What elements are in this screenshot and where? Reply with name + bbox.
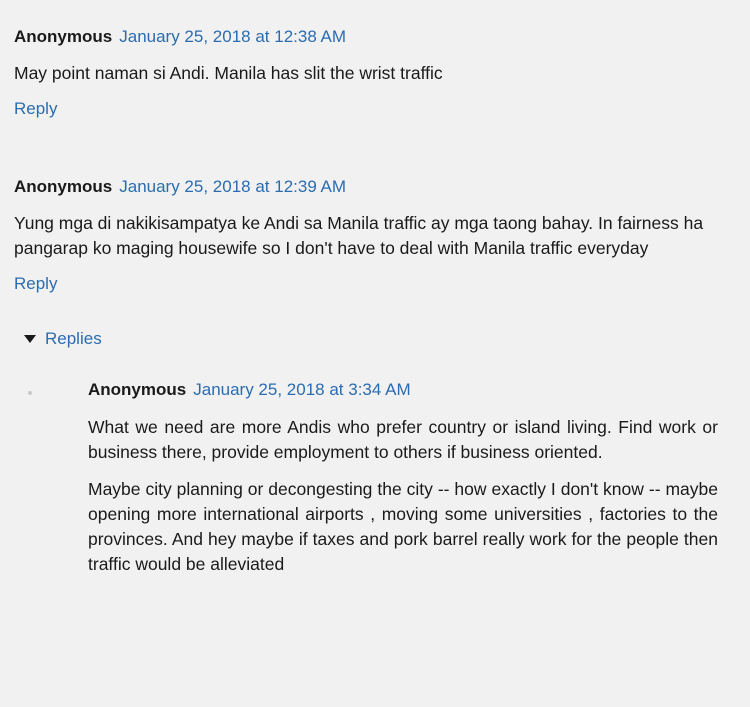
comment-item (14, 176, 736, 295)
reply-header (88, 379, 736, 401)
comment-author: Anonymous (14, 27, 113, 46)
reply-bullet-icon (28, 391, 32, 395)
reply-timestamp-link[interactable]: January 25, 2018 at 3:34 AM (193, 380, 411, 399)
comment-separator (14, 120, 736, 176)
caret-down-icon[interactable] (24, 335, 36, 343)
comment-timestamp-link[interactable]: January 25, 2018 at 12:38 AM (119, 27, 347, 46)
replies-toggle-label[interactable]: Replies (45, 329, 102, 348)
reply-body-paragraph: What we need are more Andis who prefer country or island living. Find work or business there, provide employment to others if business oriented. (88, 417, 718, 462)
reply-item (88, 379, 736, 577)
replies-separator (14, 295, 736, 329)
comment-body: May point naman si Andi. Manila has slit the wrist traffic (14, 63, 443, 83)
comment-author: Anonymous (14, 177, 113, 196)
comment-timestamp-link[interactable]: January 25, 2018 at 12:39 AM (119, 177, 347, 196)
comment-header (14, 176, 736, 198)
comment-body: Yung mga di nakikisampatya ke Andi sa Manila traffic ay mga taong bahay. In fairness ha pangarap ko maging housewife so I don't have to deal with Manila traffic everyday (14, 213, 704, 258)
replies-toggle[interactable] (24, 329, 736, 349)
comment-item (14, 26, 736, 120)
comment-header (14, 26, 736, 48)
reply-author: Anonymous (88, 380, 187, 399)
reply-link[interactable]: Reply (14, 99, 58, 118)
reply-body-paragraph: Maybe city planning or decongesting the city -- how exactly I don't know -- maybe opening more international airports , moving some universities , factories to the provinces. And hey maybe if taxes and pork barrel really work for the people then traffic would be alleviated (88, 479, 718, 574)
reply-link[interactable]: Reply (14, 274, 58, 293)
